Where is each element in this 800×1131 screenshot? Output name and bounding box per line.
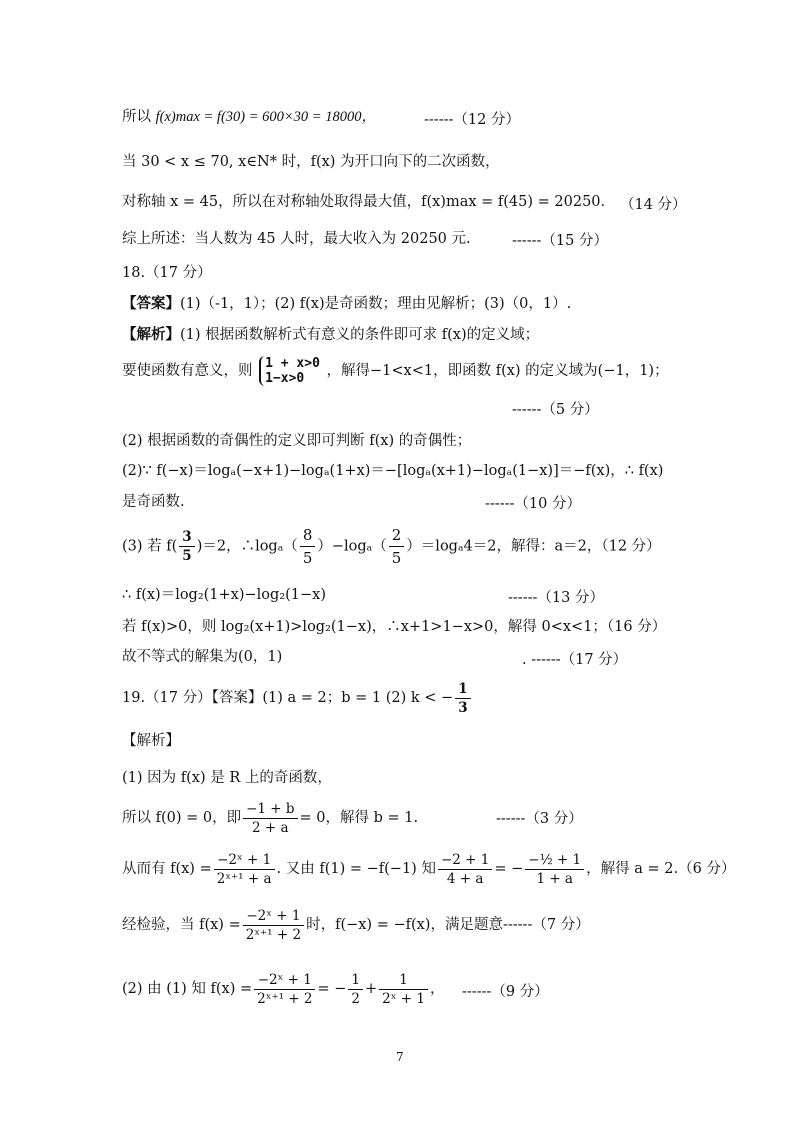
denominator: 2ˣ + 1 xyxy=(382,990,425,1007)
numerator: 1 xyxy=(379,971,428,990)
line-summary: 综上所述：当人数为 45 人时，最大收入为 20250 元. xyxy=(122,231,471,247)
text: = 0，解得 b = 1. xyxy=(299,810,419,826)
domain-condition xyxy=(122,356,669,386)
text: ，解得−1<x<1，即函数 f(x) 的定义域为(−1，1)； xyxy=(326,363,669,379)
score-13: ------（13 分） xyxy=(508,590,604,606)
fraction-fx-verified xyxy=(243,907,304,944)
denominator: 1 + a xyxy=(536,870,573,887)
odd-function-conclusion: 是奇函数. xyxy=(122,494,185,510)
inequality-1: 1 + x>0 xyxy=(265,356,320,371)
analysis-tag: 【解析】 xyxy=(122,326,180,343)
denominator: 2ˣ⁺¹ + a xyxy=(216,870,272,887)
fraction-b xyxy=(243,800,297,837)
analysis-text: (1) 根据函数解析式有意义的条件即可求 f(x)的定义域； xyxy=(180,327,540,343)
numerator: −½ + 1 xyxy=(525,851,584,870)
text: . 又由 f(1) = −f(−1) 知 xyxy=(276,861,436,877)
numerator: −1 + b xyxy=(243,800,297,819)
problem-19-answer xyxy=(122,678,473,718)
text: ， xyxy=(429,981,445,997)
denominator: 3 xyxy=(458,699,468,716)
score-10: ------（10 分） xyxy=(485,496,581,512)
numerator: −2ˣ + 1 xyxy=(214,851,275,870)
numerator: 1 xyxy=(455,680,470,699)
inequality-solution: 若 f(x)>0，则 log₂(x+1)>log₂(1−x)，∴x+1>1−x>0，解得 0<x<1；（16 分） xyxy=(122,619,667,635)
solve-b xyxy=(122,796,418,840)
fraction-2-5 xyxy=(389,524,405,569)
text: = − xyxy=(317,981,347,997)
page-number: 7 xyxy=(396,1050,404,1064)
score-15: ------（15 分） xyxy=(512,233,608,249)
score-5: ------（5 分） xyxy=(512,402,599,418)
denominator: 2 xyxy=(351,990,360,1007)
fraction-8-5 xyxy=(300,524,316,569)
score-14: （14 分） xyxy=(620,197,687,213)
numerator: −2ˣ + 1 xyxy=(254,971,315,990)
verification xyxy=(122,902,590,948)
denominator: 2ˣ⁺¹ + 2 xyxy=(245,926,302,943)
text: ）−logₐ（ xyxy=(317,538,387,555)
text: 要使函数有意义，则 xyxy=(122,363,253,379)
line-max-30 xyxy=(122,106,376,128)
problem-18-header: 18.（17 分） xyxy=(122,265,212,281)
fraction-reciprocal xyxy=(379,971,428,1008)
numerator: 3 xyxy=(179,528,194,547)
analysis-18-part2: (2) 根据函数的奇偶性的定义即可判断 f(x) 的奇偶性； xyxy=(122,433,472,449)
text: ）＝logₐ4＝2，解得：a＝2，（12 分） xyxy=(406,538,661,555)
denominator: 2ˣ⁺¹ + 2 xyxy=(257,990,313,1007)
score-12: ------（12 分） xyxy=(424,112,520,128)
text: = − xyxy=(494,861,524,877)
fraction-left xyxy=(438,851,492,888)
numerator: 8 xyxy=(300,524,316,547)
score-9: ------（9 分） xyxy=(462,984,549,1000)
formula: f(x)max = f(30) = 600×30 = 18000， xyxy=(155,109,376,125)
text: + xyxy=(365,981,378,997)
text: (3) 若 f( xyxy=(122,538,178,555)
fraction-fx-2 xyxy=(254,971,315,1008)
odd-function-proof: (2)∵ f(−x)＝logₐ(−x+1)−logₐ(1+x)＝−[logₐ(x+1)−logₐ(1−x)]＝−f(x)，∴ f(x) xyxy=(122,463,664,479)
numerator: −2ˣ + 1 xyxy=(243,907,304,926)
part3-solve-a xyxy=(122,524,661,569)
solve-a xyxy=(122,844,735,894)
line-symmetry-axis: 对称轴 x = 45，所以在对称轴处取得最大值，f(x)max = f(45) = 20250． xyxy=(122,194,616,210)
inequality-2: 1−x>0 xyxy=(265,371,305,386)
inequality-system xyxy=(259,356,320,386)
analysis-18-part1 xyxy=(122,324,539,346)
answer-tag: 【答案】 xyxy=(122,295,180,312)
part2-rewrite xyxy=(122,966,444,1012)
denominator: 5 xyxy=(391,549,402,567)
text: ，解得 a = 2.（6 分） xyxy=(586,861,736,877)
text: 所以 xyxy=(122,109,151,125)
solution-set: 故不等式的解集为(0，1) xyxy=(122,649,283,665)
odd-function-statement: (1) 因为 f(x) 是 R 上的奇函数， xyxy=(122,770,332,786)
fraction-half xyxy=(348,971,363,1008)
fraction-fx xyxy=(214,851,275,888)
analysis-19-tag: 【解析】 xyxy=(122,733,180,749)
denominator: 5 xyxy=(302,549,313,567)
score-3: ------（3 分） xyxy=(496,811,583,827)
numerator: 2 xyxy=(389,524,405,547)
text: )＝2，∴logₐ（ xyxy=(196,538,298,555)
answer-text: 19.（17 分）【答案】(1) a = 2；b = 1 (2) k < − xyxy=(122,690,454,706)
numerator: −2 + 1 xyxy=(438,851,492,870)
denominator: 2 + a xyxy=(252,819,289,836)
text: 经检验，当 f(x) = xyxy=(122,917,241,933)
fraction-3-5 xyxy=(179,528,194,565)
score-17: . ------（17 分） xyxy=(522,652,628,668)
text: 时，f(−x) = −f(x)，满足题意------（7 分） xyxy=(306,917,590,933)
line-condition: 当 30 < x ≤ 70, x∈N* 时，f(x) 为开口向下的二次函数， xyxy=(122,154,500,170)
fraction-right xyxy=(525,851,584,888)
denominator: 5 xyxy=(182,548,192,564)
answer-18 xyxy=(122,293,571,315)
text: 所以 f(0) = 0，即 xyxy=(122,810,242,826)
function-expression: ∴ f(x)＝log₂(1+x)−log₂(1−x) xyxy=(122,587,326,603)
text: 从而有 f(x) = xyxy=(122,861,212,877)
denominator: 4 + a xyxy=(446,870,484,887)
answer-text: (1)（-1，1）；(2) f(x)是奇函数；理由见解析；(3)（0，1）. xyxy=(180,296,572,312)
numerator: 1 xyxy=(348,971,363,990)
text: (2) 由 (1) 知 f(x) = xyxy=(122,981,253,997)
fraction-1-3 xyxy=(455,680,470,717)
